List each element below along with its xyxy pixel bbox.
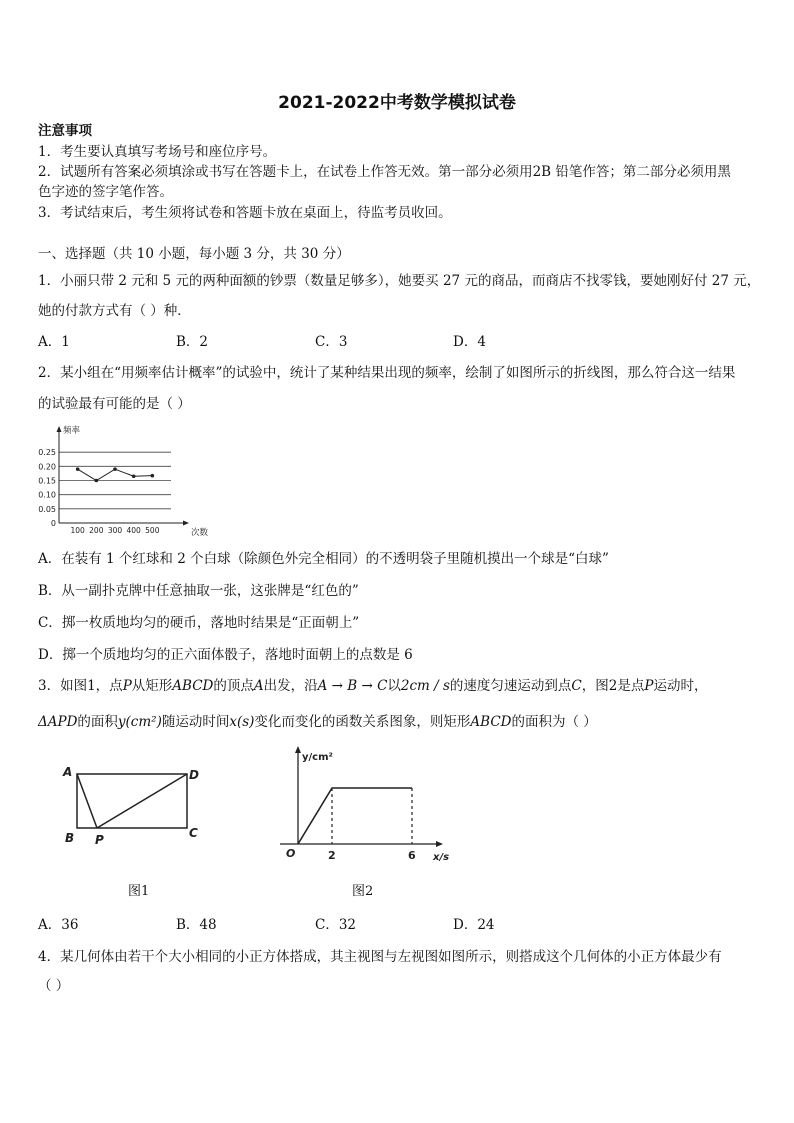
q1-stem-line2: 她的付款方式有（ ）种． — [38, 303, 191, 319]
figure2-function-graph — [275, 744, 455, 866]
notice-item-1: 1．考生要认真填写考场号和座位序号。 — [38, 144, 277, 160]
chart-series — [76, 467, 154, 482]
q3-y-var: y(cm²) — [117, 714, 162, 730]
q3-text-6: 的速度匀速运动到点 — [449, 678, 572, 694]
q1-option-b: B．2 — [176, 334, 209, 350]
q3-text-8: 运动时， — [653, 678, 708, 694]
chart-data-point — [132, 474, 136, 478]
chart-data-point — [151, 474, 155, 478]
q3-text-1: 3．如图1，点 — [38, 678, 123, 694]
q3-text-11: 变化而变化的函数关系图象，则矩形 — [254, 714, 471, 730]
chart-y-tick-label: 0.10 — [38, 490, 56, 500]
q2-stem-line1: 2．某小组在“用频率估计概率”的试验中，统计了某种结果出现的频率，绘制了如图所示的折线图，那么符合这一结果 — [38, 365, 736, 381]
q3-var-c: C — [571, 678, 582, 694]
chart-x-axis-arrow — [183, 521, 189, 526]
chart-x-tick-label: 500 — [145, 526, 160, 535]
figure1-caption: 图1 — [128, 884, 150, 899]
chart-data-point — [95, 479, 99, 483]
q3-var-p: P — [122, 678, 132, 694]
notice-item-3: 3．考试结束后，考生须将试卷和答题卡放在桌面上，待监考员收回。 — [38, 205, 452, 221]
chart-y-tick-label: 0 — [50, 519, 56, 528]
q3-stem-line1 — [38, 677, 707, 695]
q3-var-abcd2: ABCD — [470, 714, 512, 730]
q3-path: A → B → C — [317, 678, 388, 694]
chart-y-axis-arrow — [57, 426, 62, 432]
label-p: P — [95, 833, 104, 847]
chart-x-tick-label: 400 — [126, 526, 141, 535]
q3-speed: 2cm / s — [400, 678, 450, 694]
q3-stem-line2 — [38, 713, 597, 731]
q3-text-5: 以 — [387, 678, 401, 694]
chart-y-tick-label: 0.25 — [38, 448, 56, 458]
q3-x-var: x(s) — [229, 714, 255, 730]
q2-option-b: B．从一副扑克牌中任意抽取一张，这张牌是“红色的” — [38, 583, 359, 599]
graph-tick-6: 6 — [408, 849, 416, 862]
chart-y-tick-label: 0.15 — [38, 476, 56, 486]
q3-text-3: 的顶点 — [213, 678, 254, 694]
chart-grid — [59, 452, 171, 509]
q3-var-abcd: ABCD — [172, 678, 214, 694]
label-a: A — [63, 765, 73, 779]
segment-pd — [97, 774, 187, 828]
q2-stem-line2: 的试验最有可能的是（ ） — [38, 396, 191, 412]
label-b: B — [65, 831, 75, 845]
label-d: D — [189, 768, 199, 782]
q2-option-c: C．掷一枚质地均匀的硬币，落地时结果是“正面朝上” — [38, 615, 360, 631]
chart-x-axis-label: 次数 — [191, 528, 209, 538]
chart-axes — [57, 426, 190, 526]
section-heading: 一、选择题（共 10 小题，每小题 3 分，共 30 分） — [38, 246, 350, 262]
q3-triangle-apd: ΔAPD — [38, 714, 78, 730]
segment-ap — [77, 774, 97, 828]
notice-item-2: 2．试题所有答案必须填涂或书写在答题卡上，在试卷上作答无效。第一部分必须用2B 铅笔作答；第二部分必须用黑 — [38, 164, 731, 180]
graph-x-label: x/s — [433, 852, 450, 863]
frequency-line-chart — [35, 422, 215, 540]
chart-y-tick-label: 0.20 — [38, 462, 56, 472]
chart-data-point — [76, 467, 80, 471]
q2-option-a: A．在装有 1 个红球和 2 个白球（除颜色外完全相同）的不透明袋子里随机摸出一个球是“白球” — [38, 551, 609, 567]
q1-stem-line1: 1．小丽只带 2 元和 5 元的两种面额的钞票（数量足够多），她要买 27 元的商品，而商店不找零钱，要她刚好付 27 元， — [38, 273, 761, 289]
q4-stem-line2: （ ） — [38, 978, 70, 994]
figure2-caption: 图2 — [352, 884, 374, 899]
chart-x-tick-label: 100 — [70, 526, 85, 535]
q4-stem-line1: 4．某几何体由若干个大小相同的小正方体搭成，其主视图与左视图如图所示，则搭成这个几何体的小正方体最少有 — [38, 949, 722, 965]
q2-option-d: D．掷一个质地均匀的正六面体骰子，落地时面朝上的点数是 6 — [38, 647, 413, 663]
chart-y-axis-label: 频率 — [63, 426, 81, 436]
graph-function-line — [298, 788, 412, 844]
notice-heading: 注意事项 — [38, 123, 92, 139]
q1-option-c: C．3 — [315, 334, 348, 350]
q3-text-2: 从矩形 — [131, 678, 173, 694]
q3-text-9: 的面积 — [77, 714, 118, 730]
graph-y-label: y/cm² — [302, 752, 333, 763]
q3-option-c: C．32 — [315, 917, 357, 933]
label-c: C — [189, 826, 198, 840]
graph-x-arrow — [436, 841, 443, 847]
q3-option-d: D．24 — [453, 917, 495, 933]
page-title: 2021-2022中考数学模拟试卷 — [278, 93, 516, 113]
q3-text-12: 的面积为（ ） — [511, 714, 597, 730]
chart-y-tick-label: 0.05 — [38, 504, 56, 514]
chart-tick-labels — [38, 448, 160, 535]
q1-option-d: D．4 — [453, 334, 486, 350]
q3-var-a: A — [253, 678, 264, 694]
q3-text-7: ，图2是点 — [581, 678, 645, 694]
notice-item-2-cont: 色字迹的签字笔作答。 — [38, 184, 173, 200]
q3-option-b: B．48 — [176, 917, 217, 933]
q3-text-4: 出发，沿 — [263, 678, 318, 694]
graph-y-arrow — [295, 746, 301, 753]
graph-tick-2: 2 — [328, 849, 336, 862]
q3-text-10: 随运动时间 — [161, 714, 230, 730]
q3-var-p2: P — [644, 678, 654, 694]
chart-x-tick-label: 200 — [89, 526, 104, 535]
figure1-rectangle-diagram — [60, 762, 210, 852]
q1-option-a: A．1 — [38, 334, 70, 350]
q3-option-a: A．36 — [38, 917, 79, 933]
chart-x-tick-label: 300 — [107, 526, 123, 535]
graph-origin-label: O — [286, 847, 296, 860]
chart-data-point — [113, 467, 117, 471]
